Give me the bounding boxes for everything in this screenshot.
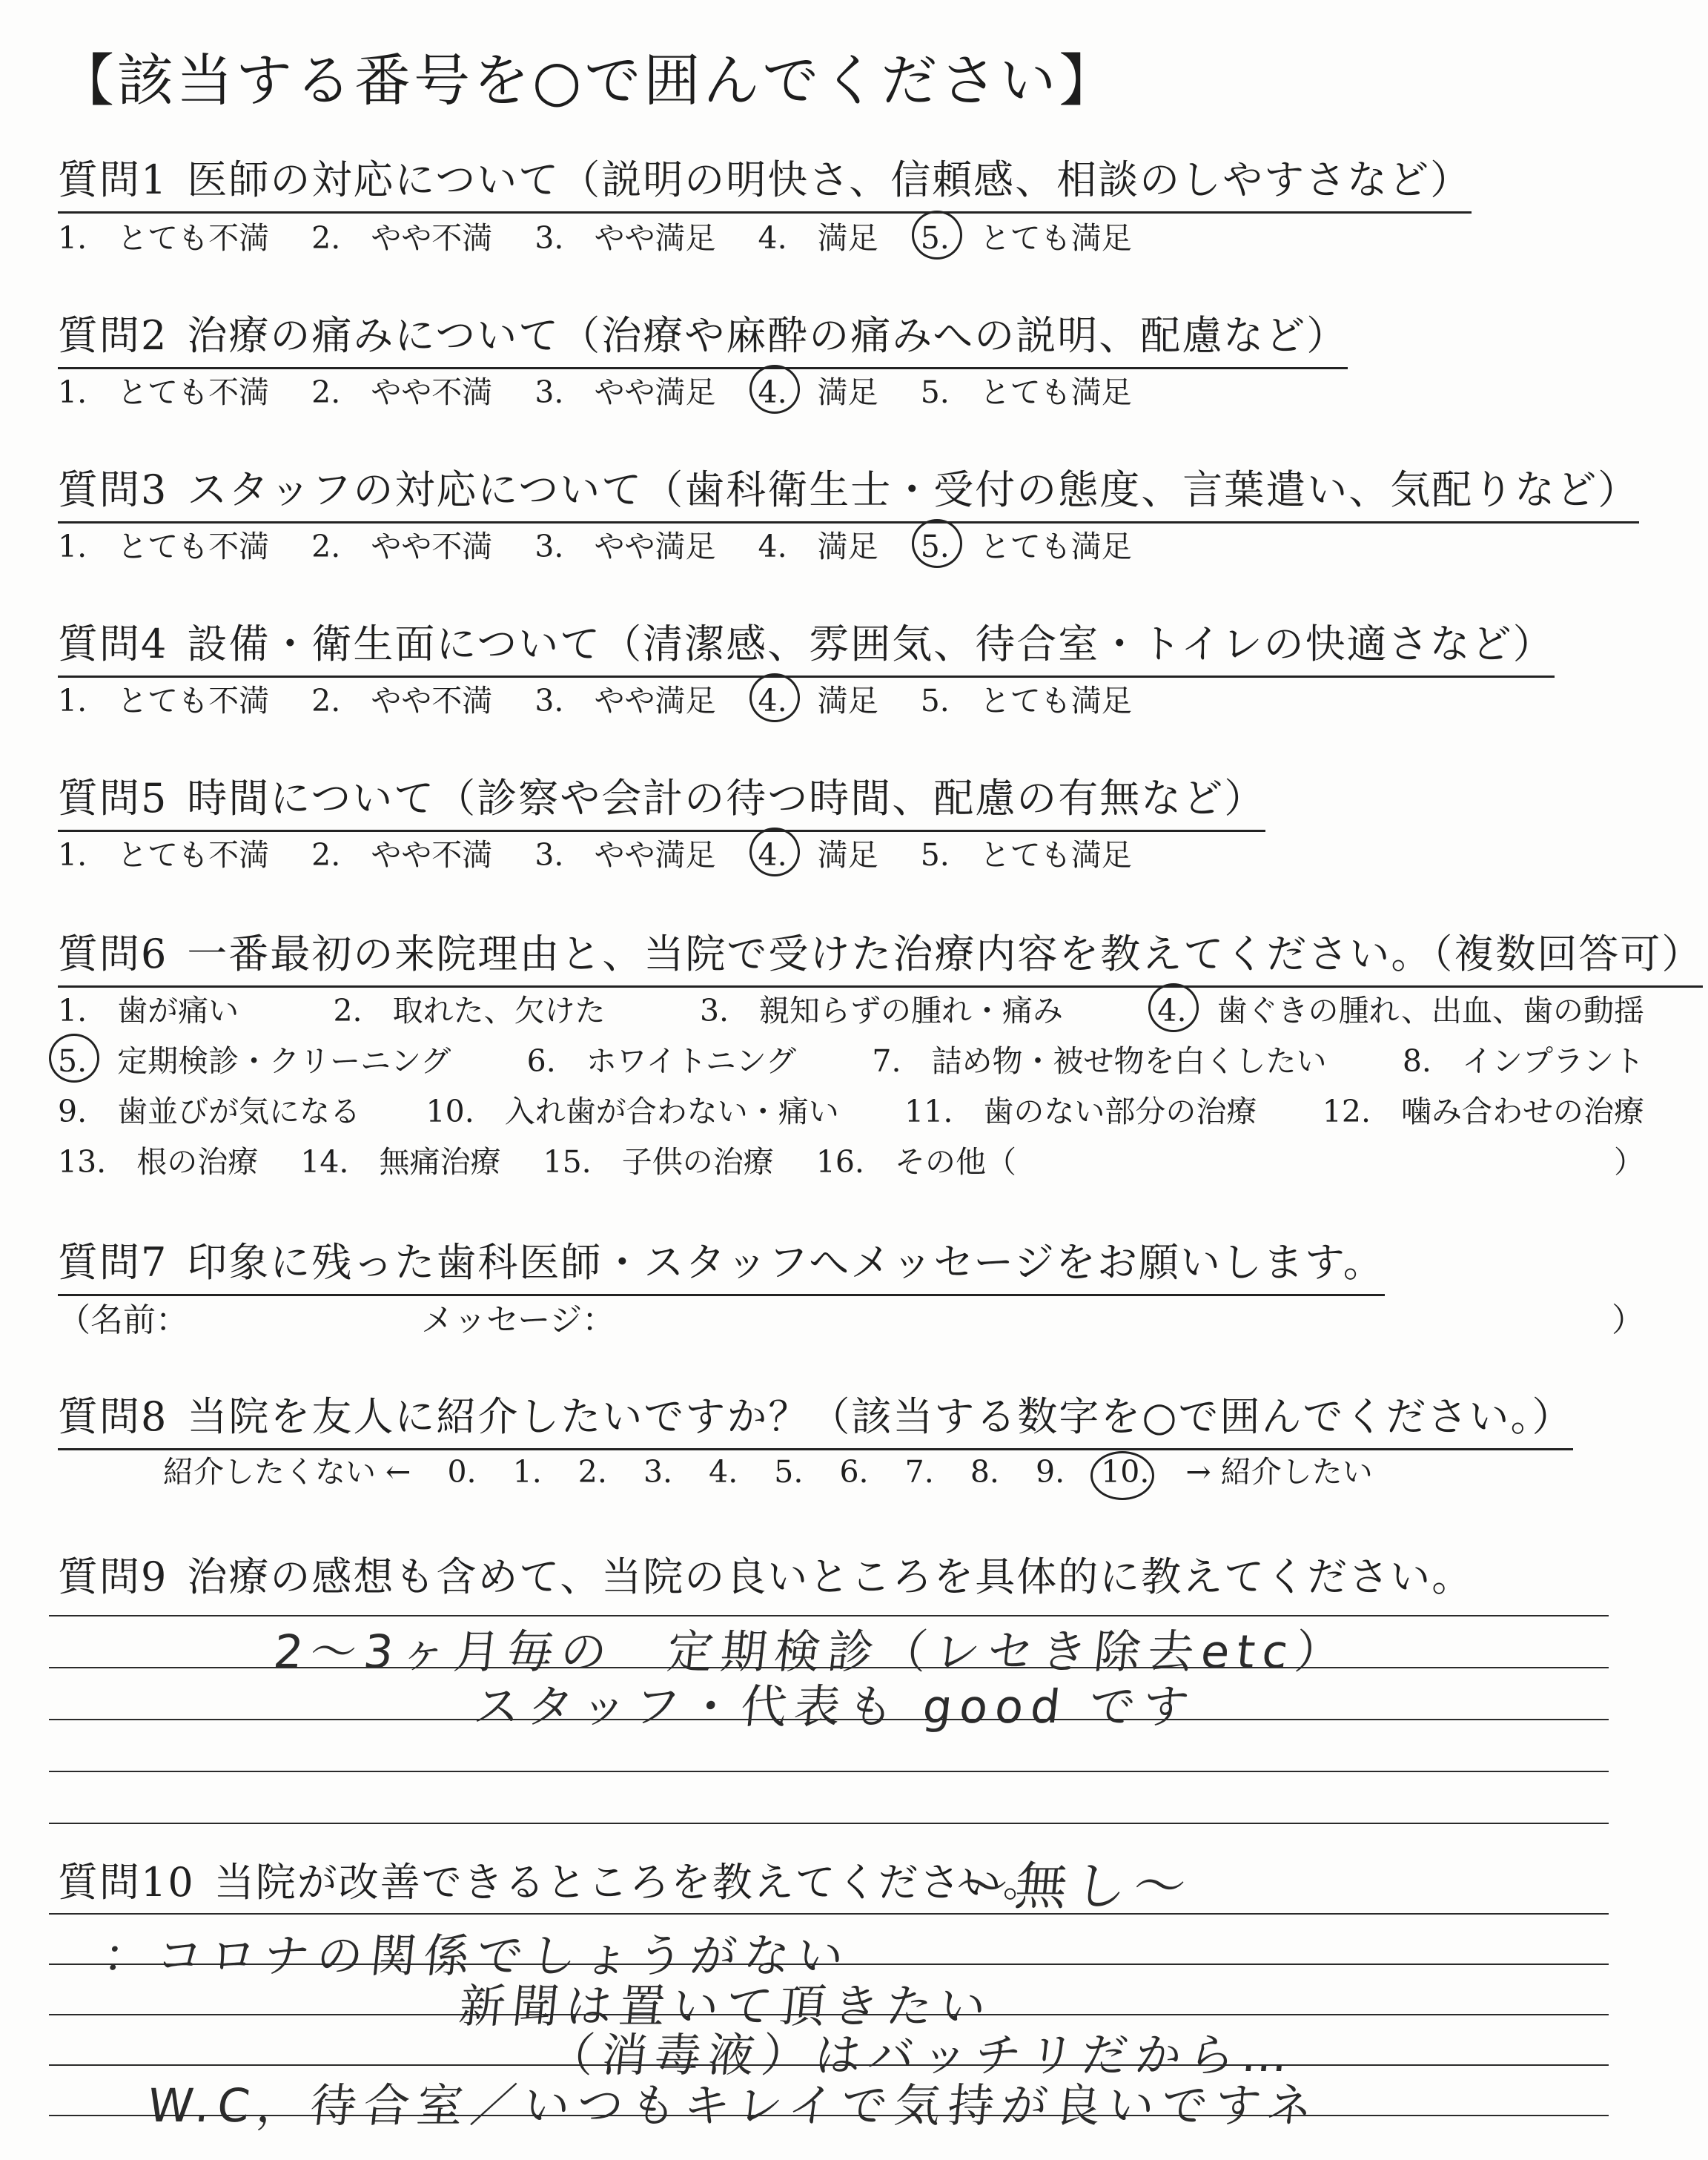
option-5[interactable]: 5. とても満足 (920, 837, 1132, 873)
question-4-options (58, 676, 1165, 720)
option-4[interactable]: 4. 満足 (758, 220, 878, 256)
name-label: （名前： (58, 1301, 188, 1339)
question-6-row-1 (58, 986, 1644, 1030)
option-3[interactable]: 3. やや満足 (534, 374, 716, 410)
reason-alignment[interactable]: 9. 歯並びが気になる (58, 1094, 361, 1129)
answer-line (49, 1913, 1609, 1915)
option-2[interactable]: 2. やや不満 (311, 529, 493, 564)
question-text: スタッフの対応について（歯科衛生士・受付の態度、言葉遣い、気配りなど） (187, 466, 1640, 513)
reason-whitening[interactable]: 6. ホワイトニング (526, 1043, 797, 1079)
question-number: 質問9 (58, 1553, 168, 1600)
question-3-options (58, 522, 1165, 566)
question-10-heading (58, 1851, 1045, 1914)
question-text: 当院を友人に紹介したいですか？（該当する数字を○で囲んでください。） (187, 1393, 1574, 1440)
option-2[interactable]: 2. やや不満 (311, 837, 493, 873)
question-6-row-2 (58, 1037, 1644, 1080)
recommend-label: → 紹介したい (1185, 1454, 1373, 1490)
reason-denture[interactable]: 10. 入れ歯が合わない・痛い (426, 1094, 839, 1129)
question-number: 質問3 (58, 466, 168, 513)
question-9-heading (58, 1545, 1473, 1608)
question-3-heading (58, 458, 1639, 524)
reason-bite[interactable]: 12. 噛み合わせの治療 (1322, 1094, 1644, 1129)
question-5-heading (58, 767, 1265, 832)
option-3[interactable]: 3. やや満足 (534, 683, 716, 719)
reason-painless[interactable]: 14. 無痛治療 (300, 1144, 501, 1180)
question-text: 治療の感想も含めて、当院の良いところを具体的に教えてください。 (187, 1553, 1474, 1600)
question-2-options (58, 368, 1165, 412)
option-4-selected[interactable]: 4. 満足 (758, 368, 878, 412)
option-4-selected[interactable]: 4. 満足 (758, 676, 878, 720)
option-1[interactable]: 1. とても不満 (58, 683, 270, 719)
option-4[interactable]: 4. 満足 (758, 529, 878, 564)
score-9[interactable]: 9. (1035, 1454, 1065, 1490)
reason-missing-teeth[interactable]: 11. 歯のない部分の治療 (904, 1094, 1257, 1129)
handwritten-answer-line: ：コロナの関係でしょうがない (100, 1929, 854, 1983)
question-text: 一番最初の来院理由と、当院で受けた治療内容を教えてください。（複数回答可） (187, 931, 1704, 977)
reason-gum-swelling-selected[interactable]: 4. 歯ぐきの腫れ、出血、歯の動揺 (1157, 986, 1644, 1030)
close-paren: ） (1614, 1144, 1644, 1180)
question-number: 質問5 (58, 775, 168, 822)
score-7[interactable]: 7. (904, 1454, 934, 1490)
question-text: 当院が改善できるところを教えてください。 (214, 1859, 1045, 1906)
option-2[interactable]: 2. やや不満 (311, 220, 493, 256)
option-3[interactable]: 3. やや満足 (534, 529, 716, 564)
score-8[interactable]: 8. (970, 1454, 999, 1490)
reason-other[interactable]: 16. その他（ (815, 1144, 1016, 1180)
question-7-heading (58, 1231, 1385, 1296)
reason-root-canal[interactable]: 13. 根の治療 (58, 1144, 259, 1180)
question-text: 治療の痛みについて（治療や麻酔の痛みへの説明、配慮など） (187, 312, 1348, 359)
question-text: 時間について（診察や会計の待つ時間、配慮の有無など） (187, 775, 1266, 822)
question-6-row-3 (58, 1087, 1644, 1131)
score-2[interactable]: 2. (577, 1454, 607, 1490)
option-2[interactable]: 2. やや不満 (311, 374, 493, 410)
handwritten-answer-line: 新聞は置いて頂きたい (456, 1979, 996, 2033)
page-title: 【該当する番号を○で囲んでください】 (58, 47, 1119, 113)
question-number: 質問6 (58, 931, 168, 977)
option-1[interactable]: 1. とても不満 (58, 220, 270, 256)
reason-checkup-cleaning-selected[interactable]: 5. 定期検診・クリーニング (58, 1037, 451, 1080)
question-8-heading (58, 1385, 1573, 1450)
score-6[interactable]: 6. (839, 1454, 869, 1490)
message-label: メッセージ： (421, 1301, 615, 1339)
option-1[interactable]: 1. とても不満 (58, 837, 270, 873)
score-1[interactable]: 1. (512, 1454, 542, 1490)
reason-implant[interactable]: 8. インプラント (1402, 1043, 1644, 1079)
option-3[interactable]: 3. やや満足 (534, 837, 716, 873)
reason-broken[interactable]: 2. 取れた、欠けた (333, 993, 606, 1028)
question-number: 質問4 (58, 621, 168, 667)
close-paren: ） (1612, 1301, 1644, 1339)
option-4-selected[interactable]: 4. 満足 (758, 830, 878, 874)
score-10-selected[interactable]: 10. (1101, 1454, 1150, 1490)
handwritten-answer-line: 2〜3ヶ月毎の 定期検診（レセき除去etc） (271, 1625, 1351, 1679)
score-4[interactable]: 4. (709, 1454, 738, 1490)
option-5-selected[interactable]: 5. とても満足 (921, 522, 1132, 566)
reason-toothache[interactable]: 1. 歯が痛い (58, 993, 239, 1028)
question-number: 質問8 (58, 1393, 168, 1440)
recommend-scale (163, 1447, 1400, 1491)
question-4-heading (58, 612, 1555, 678)
option-5-selected[interactable]: 5. とても満足 (921, 214, 1132, 257)
question-number: 質問10 (58, 1859, 195, 1906)
not-recommend-label: 紹介したくない ← (163, 1454, 411, 1490)
question-6-row-4 (58, 1137, 1644, 1181)
option-2[interactable]: 2. やや不満 (311, 683, 493, 719)
question-1-options (58, 214, 1165, 257)
question-number: 質問2 (58, 312, 168, 359)
answer-line (49, 1823, 1609, 1824)
question-2-heading (58, 304, 1348, 369)
score-0[interactable]: 0. (447, 1454, 477, 1490)
question-text: 医師の対応について（説明の明快さ、信頼感、相談のしやすさなど） (187, 156, 1472, 203)
question-7-fields (58, 1293, 1644, 1341)
question-6-heading (58, 922, 1703, 988)
option-1[interactable]: 1. とても不満 (58, 374, 270, 410)
option-1[interactable]: 1. とても不満 (58, 529, 270, 564)
handwritten-inline-answer: 〜無し〜 (953, 1856, 1196, 1917)
score-3[interactable]: 3. (643, 1454, 673, 1490)
handwritten-answer-line: （消毒液）はバッチリだから… (545, 2028, 1299, 2082)
reason-white-fillings[interactable]: 7. 詰め物・被せ物を白くしたい (872, 1043, 1327, 1079)
score-5[interactable]: 5. (774, 1454, 804, 1490)
reason-wisdom-tooth[interactable]: 3. 親知らずの腫れ・痛み (699, 993, 1064, 1028)
reason-children[interactable]: 15. 子供の治療 (543, 1144, 774, 1180)
question-number: 質問1 (58, 156, 168, 203)
question-number: 質問7 (58, 1239, 168, 1286)
option-3[interactable]: 3. やや満足 (534, 220, 716, 256)
question-5-options (58, 830, 1165, 874)
question-1-heading (58, 148, 1472, 214)
question-text: 印象に残った歯科医師・スタッフへメッセージをお願いします。 (187, 1239, 1385, 1286)
option-5[interactable]: 5. とても満足 (920, 683, 1132, 719)
question-text: 設備・衛生面について（清潔感、雰囲気、待合室・トイレの快適さなど） (187, 621, 1555, 667)
handwritten-answer-line: スタッフ・代表も good です (471, 1680, 1199, 1734)
answer-line (49, 1771, 1609, 1772)
handwritten-answer-line: W.C，待合室／いつもキレイで気持が良いですネ (145, 2078, 1323, 2133)
option-5[interactable]: 5. とても満足 (920, 374, 1132, 410)
